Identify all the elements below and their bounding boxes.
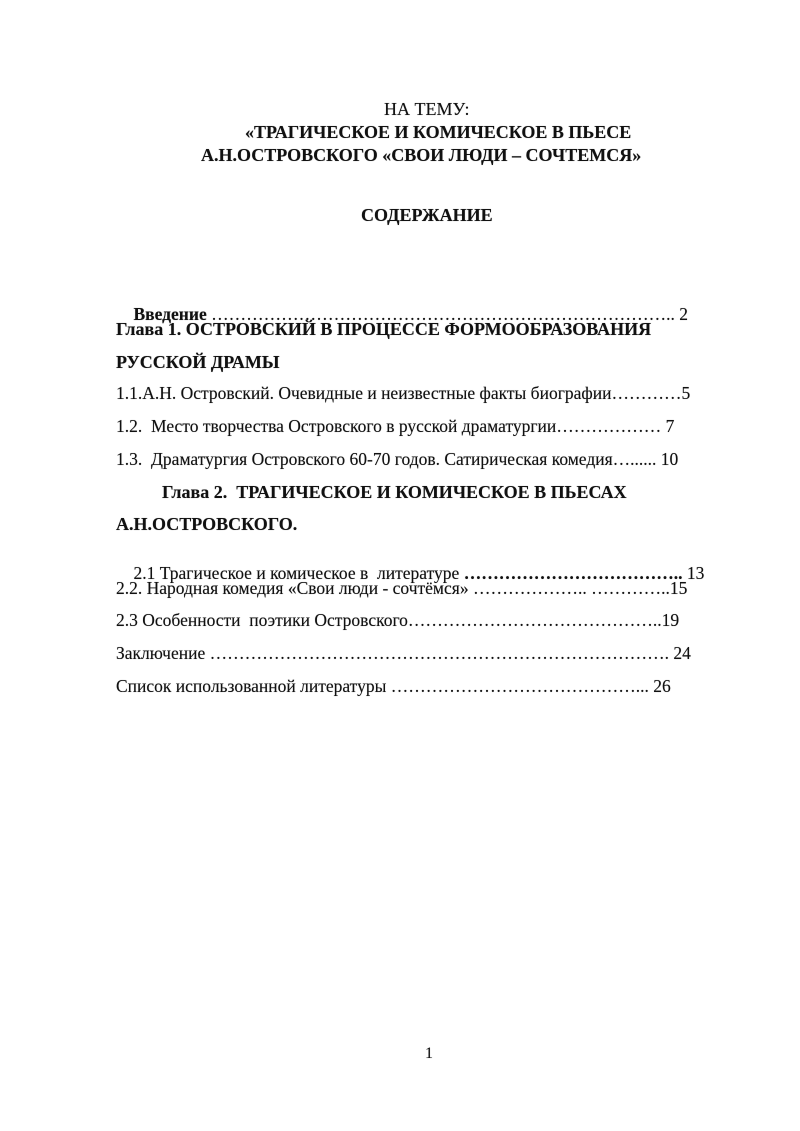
toc-entry-1-3: 1.3. Драматургия Островского 60-70 годов. Сатирическая комедия…...... 10 [116,449,679,469]
toc-entry-2-1-dots: ……………………………….. [463,562,683,583]
toc-chapter-2-line-1: Глава 2. ТРАГИЧЕСКОЕ И КОМИЧЕСКОЕ В ПЬЕСАХ [162,482,627,502]
toc-chapter-1-line-1: Глава 1. ОСТРОВСКИЙ В ПРОЦЕССЕ ФОРМООБРАЗОВАНИЯ [116,319,652,339]
toc-entry-2-3: 2.3 Особенности поэтики Островского……………………………………..19 [116,610,680,630]
toc-chapter-1-line-2: РУССКОЙ ДРАМЫ [116,352,280,372]
toc-entry-1-2: 1.2. Место творчества Островского в русской драматургии……………… 7 [116,416,675,436]
toc-entry-conclusion: Заключение ……………………………………………………………………. 24 [116,643,691,663]
title-line-1: «ТРАГИЧЕСКОЕ И КОМИЧЕСКОЕ В ПЬЕСЕ [245,122,632,142]
toc-entry-2-1-page: 13 [682,562,705,583]
toc-introduction-leader: …………………………………………………………………….. 2 [206,303,688,324]
toc-chapter-2-line-2: А.Н.ОСТРОВСКОГО. [116,514,298,534]
page-number: 1 [425,1045,433,1062]
toc-entry-bibliography: Список использованной литературы ……………………………………... 26 [116,676,671,696]
title-line-2: А.Н.ОСТРОВСКОГО «СВОИ ЛЮДИ – СОЧТЕМСЯ» [201,145,642,165]
toc-introduction-label: Введение [133,303,207,324]
toc-entry-2-2: 2.2. Народная комедия «Свои люди - сочтёмся» ……………….. …………..15 [116,578,688,598]
toc-entry-2-1-label: 2.1 Трагическое и комическое в литературе [133,562,464,583]
contents-heading: СОДЕРЖАНИЕ [361,205,493,225]
topic-label: НА ТЕМУ: [384,99,470,119]
toc-entry-1-1: 1.1.А.Н. Островский. Очевидные и неизвестные факты биографии…………5 [116,383,691,403]
